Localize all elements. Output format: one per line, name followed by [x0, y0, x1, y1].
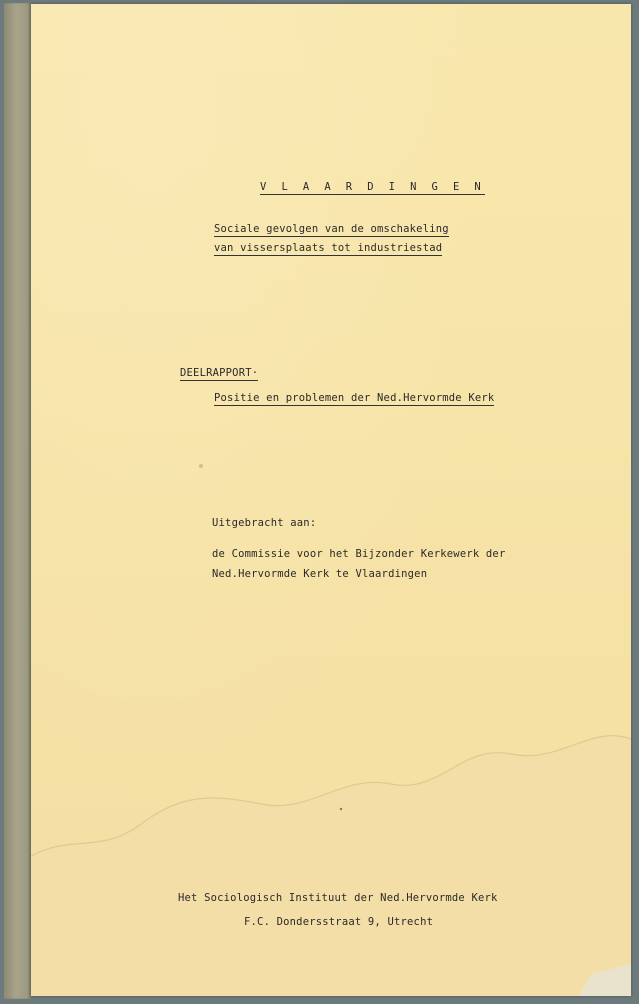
recipient-line-1: de Commissie voor het Bijzonder Kerkewerk der: [212, 548, 506, 560]
binding-strip: [4, 3, 31, 999]
subtitle-line-1: Sociale gevolgen van de omschakeling: [214, 223, 449, 235]
issued-label: Uitgebracht aan:: [212, 517, 317, 529]
part-label: DEELRAPPORT·: [180, 367, 259, 379]
institute-address: F.C. Dondersstraat 9, Utrecht: [244, 916, 434, 928]
part-title: Positie en problemen der Ned.Hervormde Kerk: [214, 392, 495, 404]
paper-page: [31, 4, 631, 996]
recipient-line-2: Ned.Hervormde Kerk te Vlaardingen: [212, 568, 428, 580]
document-title: V L A A R D I N G E N: [260, 181, 486, 193]
water-stain: [31, 4, 631, 996]
subtitle-line-2: van vissersplaats tot industriestad: [214, 242, 443, 254]
institute-name: Het Sociologisch Instituut der Ned.Hervormde Kerk: [178, 892, 498, 904]
